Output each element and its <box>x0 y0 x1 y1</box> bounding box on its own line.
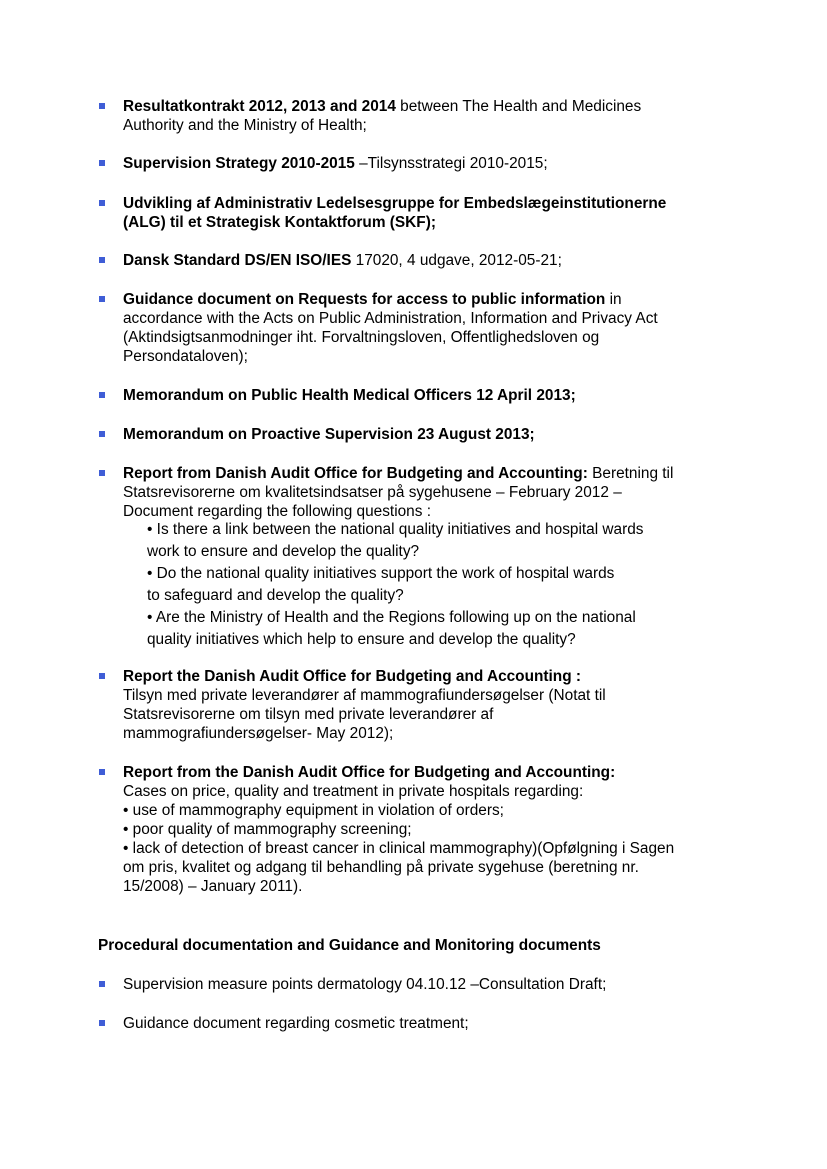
question-list <box>147 519 747 651</box>
item-text: • lack of detection of breast cancer in clinical mammography)(Opfølgning i Sagen <box>123 840 675 857</box>
list-item-report-quality <box>123 464 738 521</box>
list-item-memorandum-proactive <box>123 425 738 444</box>
question-text: to safeguard and develop the quality? <box>147 587 404 604</box>
item-text: • poor quality of mammography screening; <box>123 821 412 838</box>
bullet-icon <box>99 470 105 476</box>
item-title: Udvikling af Administrativ Ledelsesgruppe for Embedslægeinstitutionerne <box>123 195 667 212</box>
list-item-dansk-standard <box>123 251 738 270</box>
bullet-icon <box>99 160 105 166</box>
item-title: Report the Danish Audit Office for Budgeting and Accounting : <box>123 668 581 685</box>
item-text: accordance with the Acts on Public Administration, Information and Privacy Act <box>123 310 658 327</box>
item-title: Supervision Strategy 2010-2015 <box>123 155 355 172</box>
item-title: Report from the Danish Audit Office for Budgeting and Accounting: <box>123 764 616 781</box>
bullet-icon <box>99 673 105 679</box>
item-title: Memorandum on Proactive Supervision 23 August 2013; <box>123 426 535 443</box>
item-title: Guidance document on Requests for access to public information <box>123 291 606 308</box>
item-text: om pris, kvalitet og adgang til behandling på private sygehuse (beretning nr. <box>123 859 639 876</box>
list-item-report-private-hospitals <box>123 763 738 896</box>
item-text: –Tilsynsstrategi 2010-2015; <box>354 155 548 172</box>
list-item-udvikling <box>123 194 738 232</box>
item-text: Authority and the Ministry of Health; <box>123 117 367 134</box>
list-item-resultatkontrakt <box>123 97 738 135</box>
list-item-supervision-strategy <box>123 154 738 173</box>
bullet-icon <box>99 200 105 206</box>
item-text: Tilsyn med private leverandører af mammografiundersøgelser (Notat til <box>123 687 606 704</box>
item-text: between The Health and Medicines <box>395 98 642 115</box>
item-text: Supervision measure points dermatology 04.10.12 –Consultation Draft; <box>123 976 607 993</box>
section-heading: Procedural documentation and Guidance and Monitoring documents <box>98 937 601 954</box>
bullet-icon <box>99 296 105 302</box>
question-text: • Is there a link between the national quality initiatives and hospital wards <box>147 521 644 538</box>
question-text: • Do the national quality initiatives support the work of hospital wards <box>147 565 615 582</box>
list-item-supervision-dermatology <box>123 975 738 994</box>
bullet-icon <box>99 769 105 775</box>
item-text: Cases on price, quality and treatment in private hospitals regarding: <box>123 783 584 800</box>
item-text: • use of mammography equipment in violation of orders; <box>123 802 504 819</box>
item-title: (ALG) til et Strategisk Kontaktforum (SKF); <box>123 214 436 231</box>
question-text: work to ensure and develop the quality? <box>147 543 420 560</box>
bullet-icon <box>99 257 105 263</box>
item-text: Beretning til <box>587 465 674 482</box>
item-title: Resultatkontrakt 2012, 2013 and 2014 <box>123 98 396 115</box>
item-text: Statsrevisorerne om kvalitetsindsatser på sygehusene – February 2012 – <box>123 484 622 501</box>
bullet-icon <box>99 431 105 437</box>
item-text: Guidance document regarding cosmetic treatment; <box>123 1015 469 1032</box>
item-text: Statsrevisorerne om tilsyn med private leverandører af <box>123 706 494 723</box>
list-item-report-mammography-providers <box>123 667 738 743</box>
item-title: Memorandum on Public Health Medical Officers 12 April 2013; <box>123 387 576 404</box>
question-text: • Are the Ministry of Health and the Regions following up on the national <box>147 609 636 626</box>
item-text: 15/2008) – January 2011). <box>123 878 303 895</box>
item-title: Dansk Standard DS/EN ISO/IES <box>123 252 352 269</box>
item-text: 17020, 4 udgave, 2012-05-21; <box>351 252 562 269</box>
item-text: (Aktindsigtsanmodninger iht. Forvaltningsloven, Offentlighedsloven og <box>123 329 600 346</box>
item-text: mammografiundersøgelser- May 2012); <box>123 725 394 742</box>
list-item-cosmetic-treatment <box>123 1014 738 1033</box>
bullet-icon <box>99 1020 105 1026</box>
bullet-icon <box>99 103 105 109</box>
item-text: Document regarding the following questions : <box>123 503 431 520</box>
item-title: Report from Danish Audit Office for Budgeting and Accounting: <box>123 465 588 482</box>
item-text: Persondataloven); <box>123 348 248 365</box>
question-text: quality initiatives which help to ensure and develop the quality? <box>147 631 576 648</box>
bullet-icon <box>99 392 105 398</box>
bullet-icon <box>99 981 105 987</box>
item-text: in <box>605 291 622 308</box>
list-item-guidance-access <box>123 290 738 366</box>
list-item-memorandum-officers <box>123 386 738 405</box>
